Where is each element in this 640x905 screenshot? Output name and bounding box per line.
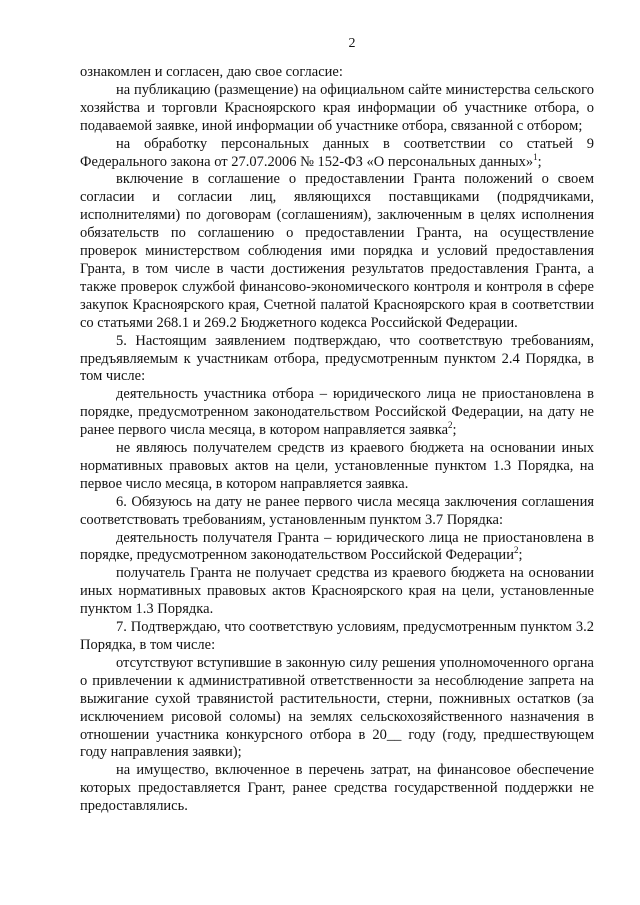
paragraph-text: 7. Подтверждаю, что соответствую условиям, предусмотренным пунктом 3.2 Порядка, в том числе: (80, 619, 594, 653)
page-number: 2 (348, 36, 356, 51)
paragraph-text: деятельность получателя Гранта – юридического лица не приостановлена в порядке, предусмотренном законодательством Российской Федерации (80, 529, 594, 564)
paragraph (80, 762, 594, 816)
paragraph-text: 5. Настоящим заявлением подтверждаю, что соответствую требованиям, предъявляемым к участникам отбора, предусмотренным пунктом 2.4 Порядка, в том числе: (80, 332, 594, 385)
paragraph-text: деятельность участника отбора – юридического лица не приостановлена в порядке, предусмотренном законодательством Российской Федерации, на дату не ранее первого числа месяца, в котором направляется заявка (80, 386, 594, 439)
footnote-marker: 2 (513, 545, 519, 556)
paragraph (80, 171, 594, 332)
paragraph-text: получатель Гранта не получает средства из краевого бюджета на основании иных нормативных правовых актов Красноярского края на цели, установленные пунктом 1.3 Порядка. (80, 565, 594, 618)
paragraph-text: не являюсь получателем средств из краевого бюджета на основании иных нормативных правовых актов на цели, установленные пунктом 1.3 Порядка, на первое число месяца, в котором направляется заявка. (80, 440, 594, 492)
paragraph (80, 64, 594, 82)
paragraph (80, 565, 594, 619)
paragraph-text: 6. Обязуюсь на дату не ранее первого числа месяца заключения соглашения соответствовать требованиям, установленным пунктом 3.7 Порядка: (80, 493, 594, 528)
paragraph (80, 530, 594, 566)
footnote-marker: 1 (533, 151, 538, 162)
paragraph (80, 136, 594, 172)
document-body (80, 64, 594, 816)
paragraph-text: включение в соглашение о предоставлении Гранта положений о своем согласии и согласии лиц, являющихся поставщиками (подрядчиками, исполнителями) по договорам (соглашениям), заключенным в целях исполнения обязательств по соглашению о предоставлении Гранта, на осуществление проверок министерством соблюдения ими порядка и условий предоставления Гранта, в том числе в части достижения результатов предоставления Гранта, а также проверок службой финансово-экономического контроля и контроля в сфере закупок Красноярского края, Счетной палатой Красноярского края в соответствии со статьями 268.1 и 269.2 Бюджетного кодекса Российской Федерации. (80, 171, 594, 331)
footnote-marker: 2 (448, 420, 453, 431)
paragraph-text: на обработку персональных данных в соответствии со статьей 9 Федерального закона от 27.07.2006 № 152-ФЗ «О персональных данных» (80, 135, 594, 170)
paragraph-text: на имущество, включенное в перечень затрат, на финансовое обеспечение которых предоставляется Грант, ранее средства государственной поддержки не предоставлялись. (80, 762, 594, 815)
paragraph-text: на публикацию (размещение) на официальном сайте министерства сельского хозяйства и торговли Красноярского края информации об участнике отбора, о подаваемой заявке, иной информации об участнике отбора, связанной с отбором; (80, 81, 594, 134)
paragraph-text: отсутствуют вступившие в законную силу решения уполномоченного органа о привлечении к административной ответственности за несоблюдение запрета на выжигание сухой травянистой растительности, стерни, пожнивных остатков (за исключением рисовой соломы) на землях сельскохозяйственного назначения в отношении участника конкурсного отбора в 20__ году (году, предшествующем году направления заявки); (80, 654, 594, 761)
paragraph-punctuation: ; (537, 153, 542, 170)
paragraph (80, 655, 594, 762)
paragraph (80, 619, 594, 655)
paragraph-text: ознакомлен и согласен, даю свое согласие: (80, 64, 343, 80)
paragraph (80, 440, 594, 494)
paragraph (80, 333, 594, 387)
paragraph-punctuation: ; (518, 547, 523, 564)
paragraph (80, 386, 594, 440)
paragraph-punctuation: ; (452, 422, 457, 439)
paragraph (80, 82, 594, 136)
paragraph (80, 494, 594, 530)
